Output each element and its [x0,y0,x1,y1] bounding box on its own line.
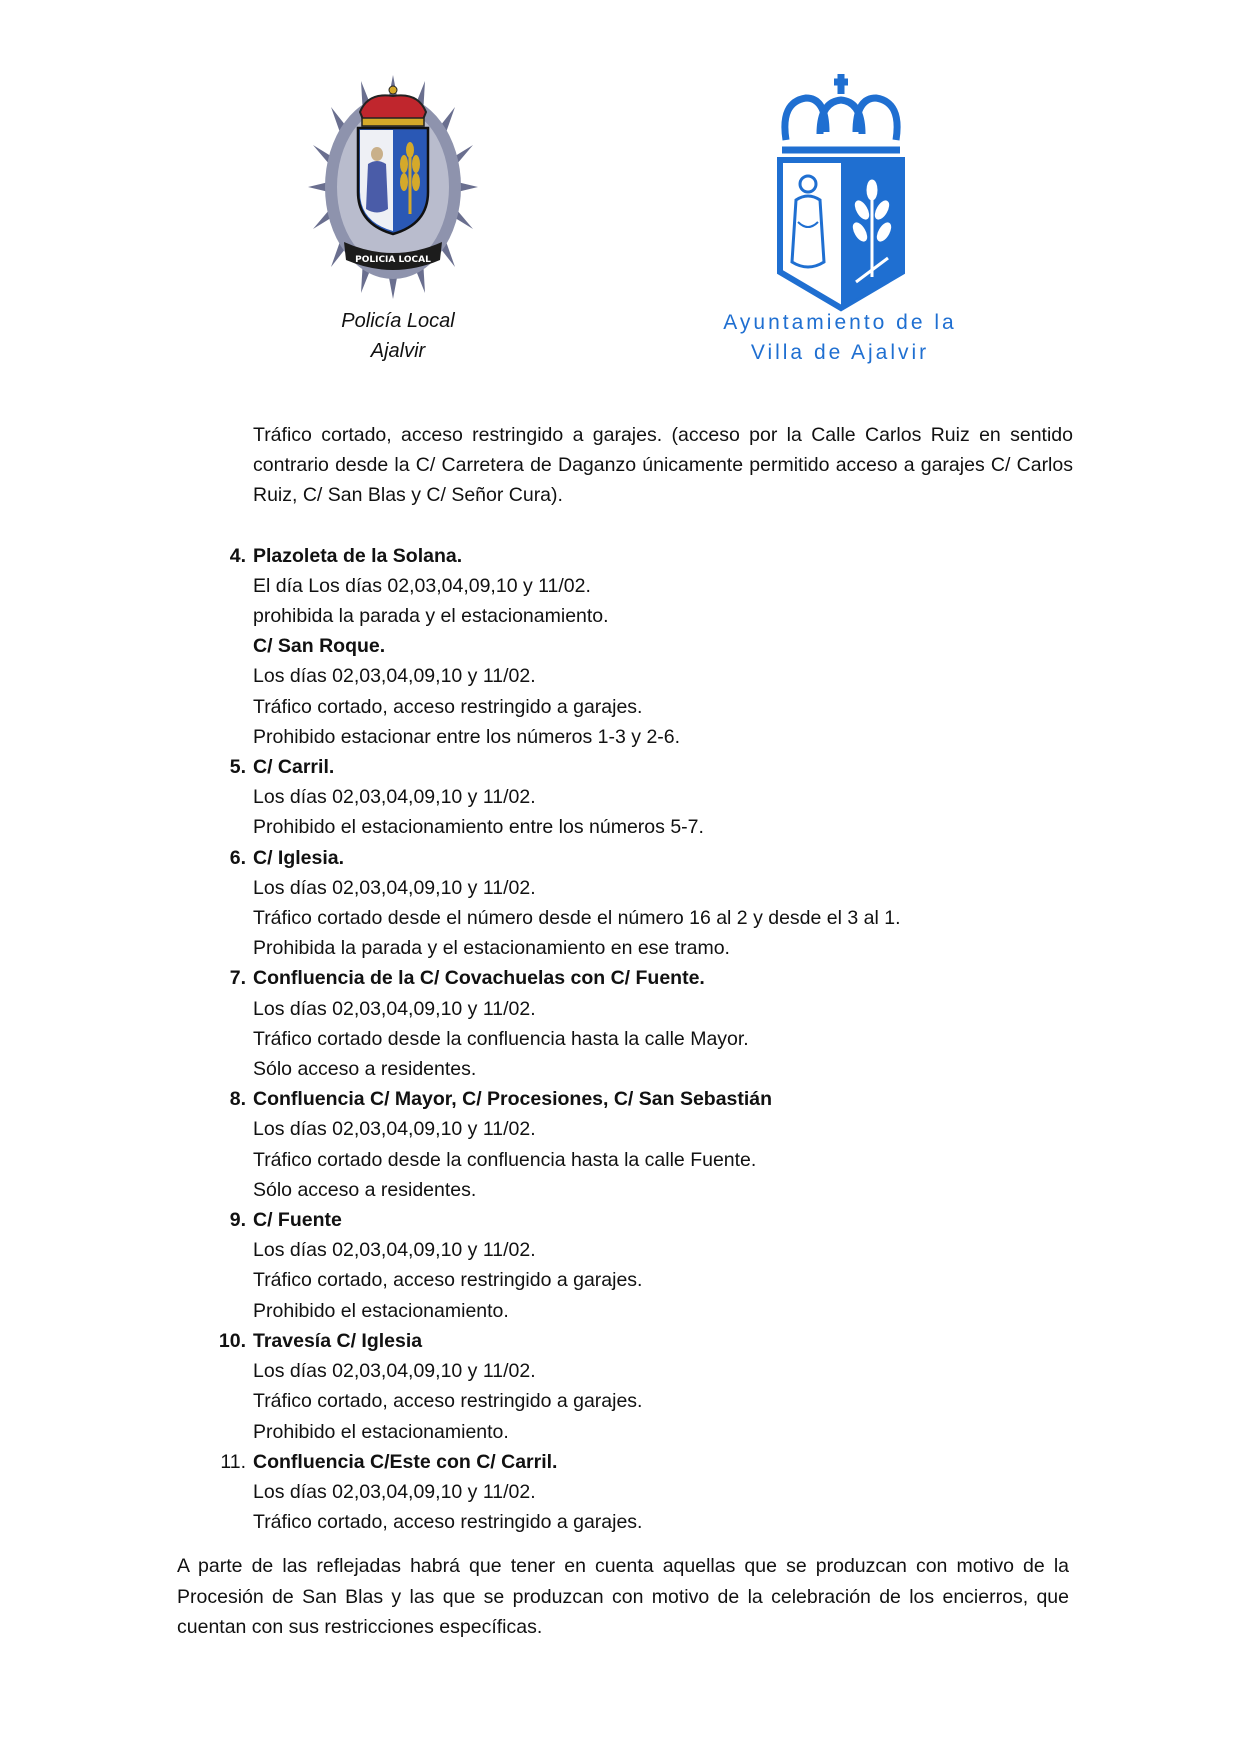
item-heading: Confluencia C/ Mayor, C/ Procesiones, C/ San Sebastián [253,1088,773,1111]
traffic-restrictions-list [0,541,1241,1538]
ayto-caption-line1: Ayuntamiento de la [723,311,957,334]
item-detail-line: Prohibido el estacionamiento. [253,1420,509,1443]
item-detail-line: Tráfico cortado desde la confluencia hasta la calle Fuente. [253,1148,757,1171]
restriction-item [0,1205,1241,1326]
item-detail-line: Tráfico cortado, acceso restringido a garajes. [253,1511,643,1534]
item-detail-line: Tráfico cortado, acceso restringido a garajes. [253,695,643,718]
item-detail-line: Tráfico cortado desde la confluencia hasta la calle Mayor. [253,1027,749,1050]
item-number: 4. [229,544,246,567]
item-detail-line: prohibida la parada y el estacionamiento. [253,605,609,628]
restriction-item [0,1084,1241,1205]
restriction-item [0,1326,1241,1447]
item-heading: Confluencia de la C/ Covachuelas con C/ Fuente. [253,967,705,990]
restriction-item [0,843,1241,964]
item-detail-line: Prohibido el estacionamiento. [253,1299,509,1322]
item-number: 7. [229,967,246,990]
intro-line: contrario desde la C/ Carretera de Daganzo únicamente permitido acceso a garajes C/ [253,454,1011,477]
item-number: 9. [229,1209,246,1232]
item-detail-line: Los días 02,03,04,09,10 y 11/02. [253,876,536,899]
ayto-caption-line2: Villa de Ajalvir [750,341,930,364]
ayuntamiento-coat-of-arms-logo [776,72,906,312]
restriction-item [0,752,1241,843]
item-detail-line: Los días 02,03,04,09,10 y 11/02. [253,1480,536,1503]
item-heading: Travesía C/ Iglesia [253,1329,423,1352]
item-detail-line: Los días 02,03,04,09,10 y 11/02. [253,786,536,809]
intro-line: Carlos Ruiz, C/ San Blas y C/ Señor Cura). [253,454,1073,507]
restriction-item [0,963,1241,1084]
document-body [0,420,1241,1642]
item-detail-line: Los días 02,03,04,09,10 y 11/02. [253,1118,536,1141]
item-detail-line: Prohibido estacionar entre los números 1-3 y 2-6. [253,725,681,748]
item-heading: C/ Carril. [253,756,335,779]
item-detail-line: Sólo acceso a residentes. [253,1058,477,1081]
restriction-item [0,1447,1241,1538]
item-number: 11. [220,1450,246,1473]
item-number: 10. [218,1329,246,1352]
intro-text [253,420,1073,511]
item-heading: Confluencia C/Este con C/ Carril. [253,1450,558,1473]
item-heading: C/ Fuente [253,1209,342,1232]
item-number: 6. [229,846,246,869]
item-detail-line: Los días 02,03,04,09,10 y 11/02. [253,1360,536,1383]
policia-local-badge-logo [308,74,478,300]
police-caption-line2: Ajalvir [370,340,426,362]
item-detail-line: Sólo acceso a residentes. [253,1178,477,1201]
intro-paragraph [0,420,1241,511]
policia-local-caption [300,306,496,366]
item-heading: C/ San Roque. [253,635,386,658]
item-detail-line: Los días 02,03,04,09,10 y 11/02. [253,1239,536,1262]
closing-paragraph: A parte de las reflejadas habrá que tener en cuenta aquellas que se produzcan con motivo de la Procesión de San Blas y las que se produzcan con motivo de la celebración de los encierros, que cuentan con sus restricciones específicas. [177,1555,1069,1638]
item-number: 5. [229,756,246,779]
item-heading: C/ Iglesia. [253,846,345,869]
item-heading: Plazoleta de la Solana. [253,544,463,567]
item-detail-line: Prohibido el estacionamiento entre los números 5-7. [253,816,704,839]
item-number: 8. [229,1088,246,1111]
item-detail-line: Los días 02,03,04,09,10 y 11/02. [253,665,536,688]
badge-ribbon-text: POLICIA LOCAL [355,255,431,265]
item-detail-line: Tráfico cortado desde el número desde el número 16 al 2 y desde el 3 al 1. [253,907,901,930]
item-detail-line: Prohibida la parada y el estacionamiento en ese tramo. [253,937,730,960]
item-detail-line: Los días 02,03,04,09,10 y 11/02. [253,997,536,1020]
item-detail-line: Tráfico cortado, acceso restringido a garajes. [253,1390,643,1413]
ayuntamiento-caption [690,308,990,368]
restriction-item [0,541,1241,752]
police-caption-line1: Policía Local [341,310,455,332]
item-detail-line: El día Los días 02,03,04,09,10 y 11/02. [253,574,591,597]
item-detail-line: Tráfico cortado, acceso restringido a garajes. [253,1269,643,1292]
intro-line: Tráfico cortado, acceso restringido a garajes. (acceso por la Calle Carlos Ruiz en sentido [253,424,1073,446]
